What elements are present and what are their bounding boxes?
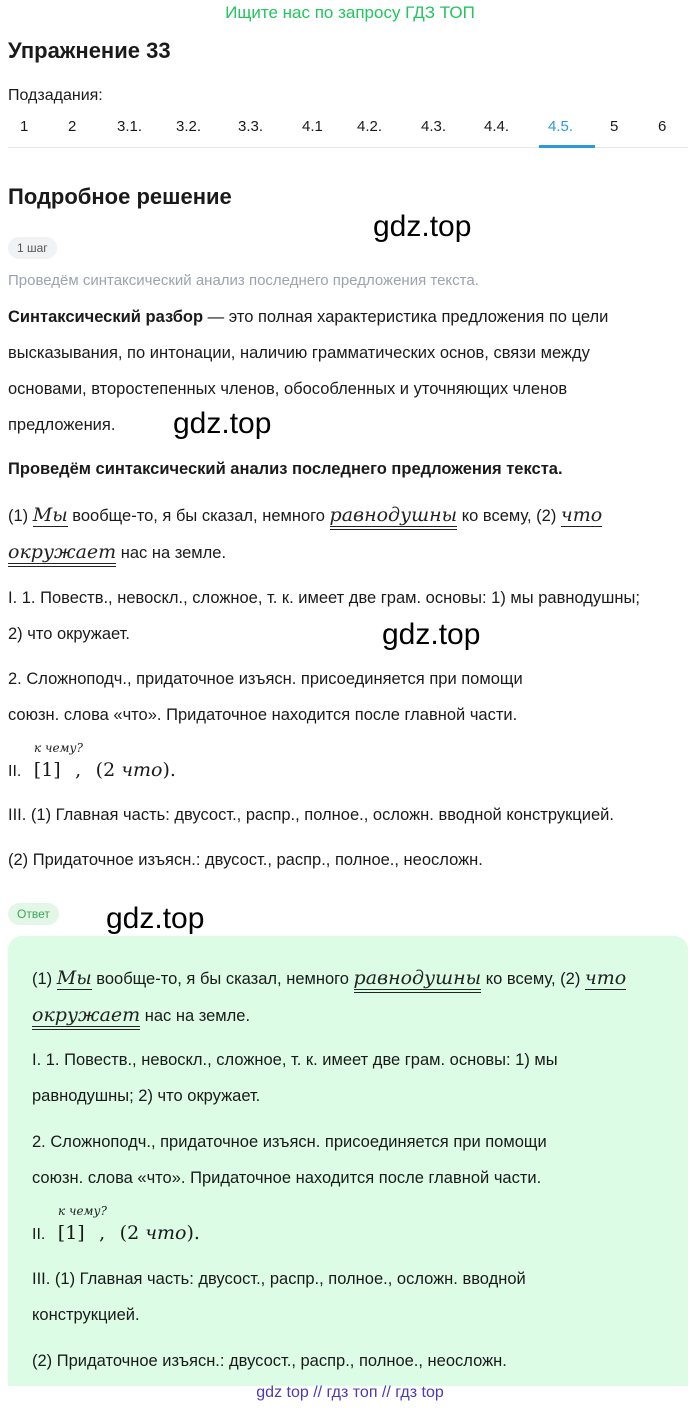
tab-4-5[interactable]: 4.5. [548,118,574,135]
sentence [8,497,688,571]
answer-part-3 [32,1261,672,1333]
predicate-word: равнодушны [330,504,458,530]
answer-line: 2. Сложноподч., придаточное изъясн. присоединяется при помощи [32,1133,547,1151]
definition-line: основами, второстепенных членов, обособленных и уточняющих членов [8,380,568,398]
tab-1[interactable]: 1 [20,118,29,135]
subject-word: что [584,967,627,989]
scheme-conjunction: что [121,759,163,781]
answer-line: равнодушны; 2) что окружает. [32,1087,261,1105]
sentence-line: окружает нас на земле. [8,534,688,571]
definition-paragraph [8,299,688,443]
analysis-line: III. (1) Главная часть: двусост., распр., полное., осложн. вводной конструкцией. [8,806,614,824]
scheme-question: к чему? [34,741,83,755]
page-title: Упражнение 33 [8,38,171,63]
watermark: gdz.top [382,618,481,651]
footer-links[interactable]: gdz top // гдз топ // гдз top [256,1384,444,1401]
section-title: Подробное решение [8,184,232,209]
watermark: gdz.top [106,902,205,935]
analysis-line: I. 1. Повеств., невоскл., сложное, т. к. имеет две грам. основы: 1) мы равнодушны; [8,589,640,607]
predicate-word: окружает [8,541,116,567]
tab-4-1[interactable]: 4.1 [302,118,323,135]
definition-term: Синтаксический разбор [8,308,204,326]
scheme-question: к чему? [58,1204,107,1218]
sentence-line: (1) Мы вообще-то, я бы сказал, немного равнодушны ко всему, (2) что [32,960,672,997]
predicate-word: равнодушны [354,967,482,993]
scheme-main-clause: [1] [57,1222,85,1244]
answer-part-2 [32,1124,672,1196]
tab-2[interactable]: 2 [68,118,77,135]
definition-line: предложения. [8,416,116,434]
scheme-conjunction: что [145,1222,187,1244]
answer-line: I. 1. Повеств., невоскл., сложное, т. к. имеет две грам. основы: 1) мы [32,1051,558,1069]
analysis-line: 2) что окружает. [8,625,130,643]
analysis-part-2 [8,661,688,733]
step-note: Проведём синтаксический анализ последнего предложения текста. [8,272,479,289]
active-tab-indicator [539,145,595,148]
answer-box [8,936,688,1386]
answer-scheme: II. к чему? [1] , (2 что). [32,1204,200,1244]
tab-4-4[interactable]: 4.4. [484,118,510,135]
tab-6[interactable]: 6 [658,118,667,135]
analysis-heading: Проведём синтаксический анализ последнего предложения текста. [8,460,563,478]
analysis-line: 2. Сложноподч., придаточное изъясн. присоединяется при помощи [8,670,523,688]
tab-3-2[interactable]: 3.2. [176,118,202,135]
analysis-part-1 [8,580,688,652]
tab-4-2[interactable]: 4.2. [357,118,383,135]
answer-line: III. (1) Главная часть: двусост., распр., полное., осложн. вводной [32,1270,526,1288]
step-badge: 1 шаг [8,237,57,259]
sentence-scheme: II. к чему? [1] , (2 что). [8,741,176,781]
answer-line: конструкцией. [32,1306,140,1324]
definition-line: Синтаксический разбор — это полная характеристика предложения по цели [8,308,609,326]
watermark: gdz.top [373,210,472,243]
scheme-main-clause: [1] [33,759,61,781]
subject-word: Мы [56,967,92,989]
subject-word: Мы [32,504,68,526]
subtasks-label: Подзадания: [8,87,103,104]
sentence-line: (1) Мы вообще-то, я бы сказал, немного равнодушны ко всему, (2) что [8,497,688,534]
tab-4-3[interactable]: 4.3. [421,118,447,135]
answer-badge: Ответ [8,903,59,925]
tab-5[interactable]: 5 [610,118,619,135]
analysis-line: (2) Придаточное изъясн.: двусост., распр., полное., неосложн. [8,851,483,869]
answer-sentence [32,960,672,1034]
answer-line: союзн. слова «что». Придаточное находится после главной части. [32,1169,542,1187]
promo-banner[interactable]: Ищите нас по запросу ГДЗ ТОП [225,3,475,22]
predicate-word: окружает [32,1004,140,1030]
sentence-line: окружает нас на земле. [32,997,672,1034]
tab-3-1[interactable]: 3.1. [117,118,143,135]
definition-line: высказывания, по интонации, наличию грамматических основ, связи между [8,344,590,362]
subtask-tabs [8,114,688,148]
tab-3-3[interactable]: 3.3. [238,118,264,135]
analysis-line: союзн. слова «что». Придаточное находится после главной части. [8,706,518,724]
watermark: gdz.top [173,407,272,440]
answer-line: (2) Придаточное изъясн.: двусост., распр., полное., неосложн. [32,1352,507,1370]
answer-part-1 [32,1042,672,1114]
subject-word: что [560,504,603,526]
